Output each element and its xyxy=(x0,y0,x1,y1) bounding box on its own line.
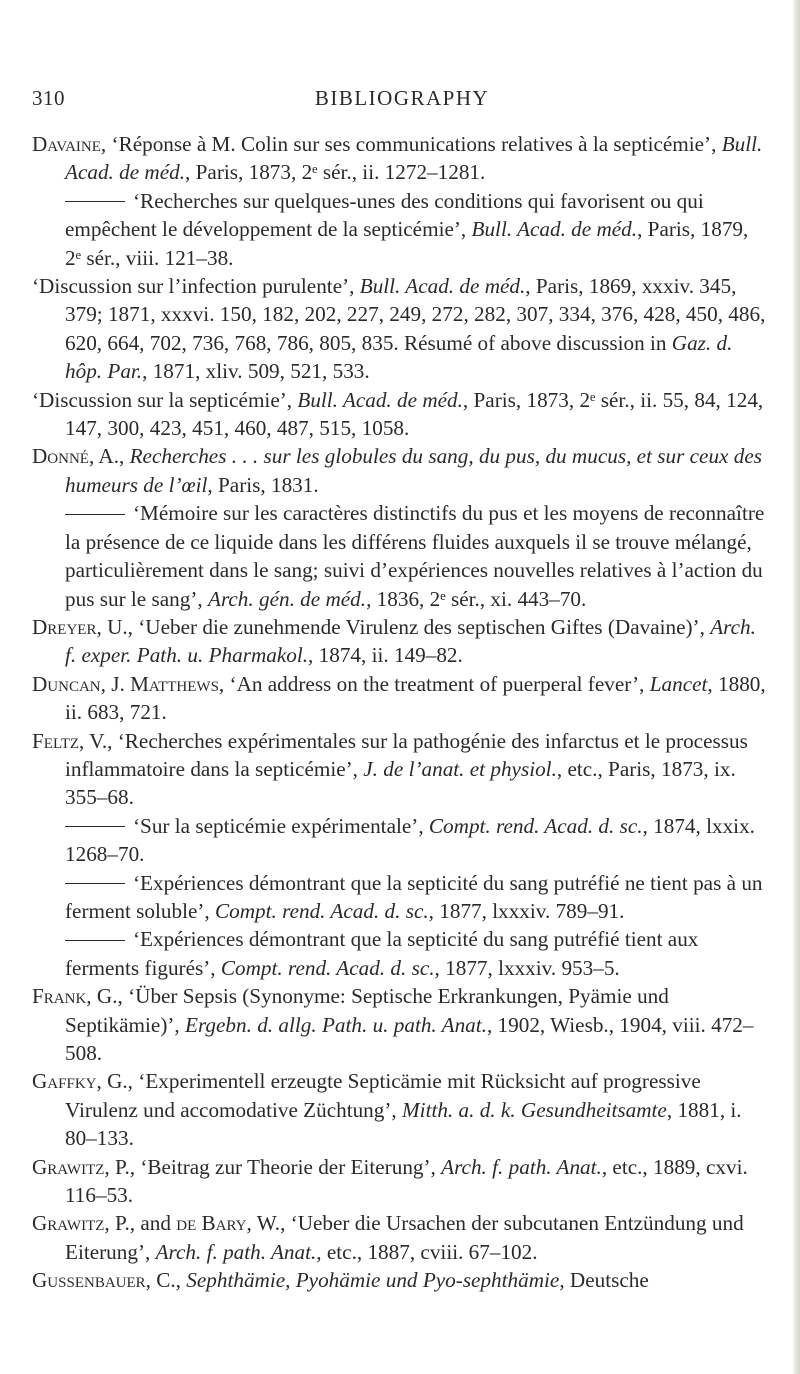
entry-text: U., ‘Ueber die zunehmende Virulenz des septischen Giftes (Davaine)’, xyxy=(101,614,711,639)
entry-text: C., xyxy=(150,1268,187,1293)
entry-text: , 1874, lxxix. 1268–70. xyxy=(65,813,755,867)
entry-author: Dreyer, xyxy=(32,614,102,639)
entry-text: ‘Expériences démontrant que la septicité du sang putréfié ne tient pas à un ferment soluble’, xyxy=(65,870,763,923)
entry-author: Donné, xyxy=(32,444,95,469)
bibliography-entry xyxy=(32,187,766,272)
entry-journal: Bull. Acad. de méd. xyxy=(297,387,463,412)
entry-author: Grawitz, xyxy=(32,1154,110,1179)
page-number: 310 xyxy=(32,86,65,110)
entry-text: J. xyxy=(105,671,131,696)
entry-journal: Compt. rend. Acad. d. sc. xyxy=(428,813,643,838)
entry-author: Gussenbauer, xyxy=(32,1268,151,1293)
entry-journal: Lancet xyxy=(649,671,708,696)
entry-journal: Sephthämie, Pyohämie und Pyo-sephthämie xyxy=(186,1268,560,1293)
entry-author: Grawitz, xyxy=(32,1211,110,1236)
bibliography-entry xyxy=(32,812,766,869)
entry-text: ‘Discussion sur l’infection purulente’, xyxy=(32,274,360,299)
bibliography-entry xyxy=(32,613,766,670)
entry-journal: J. de l’anat. et physiol. xyxy=(363,756,557,781)
bibliography-entry xyxy=(32,386,766,443)
entry-text: , Paris, 1869, xxxiv. 345, 379; 1871, xxxvi. 150, 182, 202, 227, 249, 272, 282, 307, 334, 376, 428, 450, 486, 620, 664, 702, 736, 768, 786, 805, 835. Résumé of above discussion in xyxy=(65,274,766,355)
entry-author: Davaine, xyxy=(32,132,107,156)
entry-text: , etc., Paris, 1873, ix. 355–68. xyxy=(65,756,736,810)
entry-text: , 1881, i. 80–133. xyxy=(65,1097,742,1151)
running-head: BIBLIOGRAPHY xyxy=(314,86,490,110)
entry-text: ‘Recherches sur quelques-unes des conditions qui favorisent ou qui empêchent le développement de la septicémie’, xyxy=(65,188,704,242)
same-author-dash xyxy=(65,201,125,202)
entry-text: P., ‘Beitrag zur Theorie der Eiterung’, xyxy=(109,1154,442,1179)
entry-text: A., xyxy=(94,444,130,469)
entry-journal: Arch. f. path. Anat. xyxy=(441,1154,602,1179)
entry-text: , Paris, 1873, 2ᵉ sér., ii. 55, 84, 124, 147, 300, 423, 451, 460, 487, 515, 1058. xyxy=(65,387,764,441)
entry-journal: Bull. Acad. de méd. xyxy=(471,217,638,242)
bibliography-list xyxy=(32,130,766,1295)
entry-author: Frank, xyxy=(32,984,92,1009)
same-author-dash xyxy=(65,826,125,827)
bibliography-entry xyxy=(32,869,766,926)
entry-text: G., ‘Über Sepsis (Synonyme: Septische Erkrankungen, Pyämie und Septikämie)’, xyxy=(65,984,669,1037)
entry-text: , 1880, ii. 683, 721. xyxy=(65,671,766,725)
entry-text: ‘Expériences démontrant que la septicité du sang putréfié tient aux ferments figurés’, xyxy=(65,927,699,980)
bibliography-entry xyxy=(32,1153,766,1210)
entry-text: , Paris, 1873, 2ᵉ sér., ii. 1272–1281. xyxy=(185,160,486,185)
bibliography-entry xyxy=(32,982,766,1067)
entry-text: , Deutsche xyxy=(559,1268,649,1293)
entry-journal: Compt. rend. Acad. d. sc. xyxy=(215,898,429,923)
bibliography-entry xyxy=(32,727,766,812)
entry-text: ‘Sur la septicémie expérimentale’, xyxy=(133,813,429,838)
entry-journal: Bull. Acad. de méd. xyxy=(359,274,526,299)
entry-journal: Gaz. d. hôp. Par. xyxy=(65,330,733,384)
entry-text: , 1902, Wiesb., 1904, viii. 472–508. xyxy=(65,1012,754,1065)
entry-text: , 1871, xliv. 509, 521, 533. xyxy=(142,359,370,384)
entry-journal: Bull. Acad. de méd. xyxy=(65,132,763,185)
entry-text: , ‘An address on the treatment of puerperal fever’, xyxy=(218,671,650,696)
entry-text: , 1836, 2ᵉ sér., xi. 443–70. xyxy=(366,586,587,611)
entry-text: G., ‘Experimentell erzeugte Septicämie mit Rücksicht auf progressive Virulenz und accomodative Züchtung’, xyxy=(65,1069,701,1122)
entry-coauthor: de Bary xyxy=(176,1211,247,1236)
page-edge-shadow xyxy=(792,0,800,1374)
bibliography-entry xyxy=(32,130,766,187)
same-author-dash xyxy=(65,883,125,884)
entry-text: V., ‘Recherches expérimentales sur la pathogénie des infarctus et le processus inflammatoire dans la septicémie’, xyxy=(65,728,748,781)
bibliography-entry xyxy=(32,1266,766,1294)
bibliography-entry xyxy=(32,1067,766,1152)
entry-journal: Arch. f. path. Anat. xyxy=(155,1239,317,1264)
entry-text: ‘Mémoire sur les caractères distinctifs du pus et les moyens de reconnaître la présence de ce liquide dans les différens fluides auxquels il se trouve mélangé, particulièrement dans le sang; suivi d’expériences nouvelles relatives à l’action du pus sur le sang’, xyxy=(65,501,765,611)
entry-coauthor: Matthews xyxy=(130,671,219,696)
bibliography-entry xyxy=(32,670,766,727)
entry-text: , etc., 1887, cviii. 67–102. xyxy=(316,1239,538,1264)
entry-text: , Paris, 1879, 2ᵉ sér., viii. 121–38. xyxy=(65,217,749,270)
entry-author: Gaffky, xyxy=(32,1069,102,1094)
entry-text: P., and xyxy=(109,1211,177,1236)
entry-author: Feltz, xyxy=(32,728,85,753)
entry-text: , W., ‘Ueber die Ursachen der subcutanen Entzündung und Eiterung’, xyxy=(65,1211,744,1264)
entry-text: ‘Réponse à M. Colin sur ses communications relatives à la septicémie’, xyxy=(111,132,722,156)
entry-author: Duncan, xyxy=(32,671,106,696)
entry-journal: Mitth. a. d. k. Gesundheitsamte xyxy=(402,1097,667,1122)
entry-journal: Arch. gén. de méd. xyxy=(208,586,367,611)
bibliography-entry xyxy=(32,442,766,499)
entry-journal: Ergebn. d. allg. Path. u. path. Anat. xyxy=(185,1012,487,1037)
bibliography-entry xyxy=(32,1209,766,1266)
page-header xyxy=(32,86,772,116)
same-author-dash xyxy=(65,514,125,515)
entry-text: ‘Discussion sur la septicémie’, xyxy=(32,387,298,412)
entry-journal: Arch. f. exper. Path. u. Pharmakol. xyxy=(65,614,756,668)
entry-journal: Compt. rend. Acad. d. sc. xyxy=(220,955,435,980)
bibliography-entry xyxy=(32,925,766,982)
bibliography-entry xyxy=(32,272,766,386)
entry-journal: Recherches . . . sur les globules du sang, du pus, du mucus, et sur ceux des humeurs de l’œil xyxy=(65,444,762,497)
same-author-dash xyxy=(65,940,125,941)
bibliography-entry xyxy=(32,499,766,613)
entry-text: , etc., 1889, cxvi. 116–53. xyxy=(65,1154,748,1208)
entry-text: , Paris, 1831. xyxy=(207,472,319,497)
entry-text: , 1874, ii. 149–82. xyxy=(308,643,463,668)
entry-text: , 1877, lxxxiv. 789–91. xyxy=(428,898,625,923)
entry-text: , 1877, lxxxiv. 953–5. xyxy=(434,955,620,980)
